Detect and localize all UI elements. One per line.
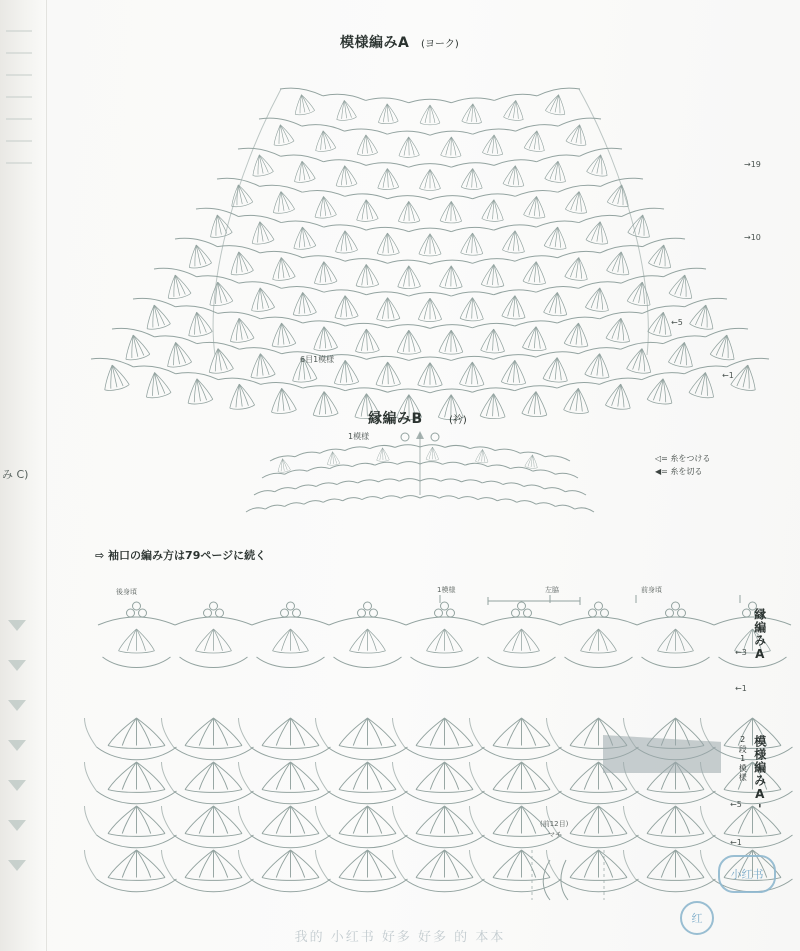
binding-gutter xyxy=(0,0,47,951)
legend-label-cut: 糸を切る xyxy=(670,467,703,476)
label-edging-a: 縁編みA xyxy=(752,608,767,662)
section-subtitle-yoke: (ヨーク) xyxy=(421,39,459,50)
section-title-yoke: 模様編みA xyxy=(340,35,410,51)
gutter-rule xyxy=(6,52,32,54)
continue-note: ⇨ 袖口の編み方は79ページに続く xyxy=(95,549,267,562)
attach-yarn-icon: ◁= xyxy=(655,454,668,463)
watermark-stamp-round: 红 xyxy=(680,901,714,935)
chevron-down-icon xyxy=(8,820,26,831)
chevron-down-icon xyxy=(8,660,26,671)
yoke-stitch-diagram xyxy=(95,55,765,385)
edging-b-repeat-label: 1模様 xyxy=(348,432,370,441)
yoke-row-label-10: →10 xyxy=(744,233,761,242)
legend-item-attach xyxy=(655,452,710,465)
chevron-down-icon xyxy=(8,860,26,871)
gutter-rule xyxy=(6,74,32,76)
chevron-down-icon xyxy=(8,740,26,751)
marker-back-body: 後身頃 xyxy=(116,588,137,596)
watermark-bottom-text: 我的 小红书 好多 好多 的 本本 xyxy=(294,930,506,945)
gutter-rule xyxy=(6,96,32,98)
gusset-label-line2: マチ xyxy=(548,831,562,839)
gutter-side-note: み C) xyxy=(2,468,29,481)
body-pattern-diagram xyxy=(80,700,740,910)
collar-stitch-diagram xyxy=(235,425,625,540)
gutter-rule xyxy=(6,162,32,164)
marker-front-body: 前身頃 xyxy=(641,586,662,594)
watermark-stamp: 小红书 xyxy=(718,855,776,893)
label-pattern-a-prime: 模様編みA' xyxy=(752,735,767,817)
pattern-row-1: ←1 xyxy=(730,838,742,847)
section-title-edging-b: 縁編みB xyxy=(368,411,423,427)
yoke-row-label-19: →19 xyxy=(744,160,761,169)
yoke-row-label-5: ←5 xyxy=(671,318,683,327)
body-edging-diagram xyxy=(80,595,740,695)
chevron-down-icon xyxy=(8,780,26,791)
label-pattern-repeat-note: 2段1模様 xyxy=(738,735,748,782)
gutter-rule xyxy=(6,140,32,142)
legend-label-attach: 糸をつける xyxy=(670,454,711,463)
edging-a-row-1: ←1 xyxy=(735,684,747,693)
legend-item-cut xyxy=(655,465,710,478)
yoke-repeat-label: 6目1模様 xyxy=(300,355,335,364)
edging-a-row-3: ←3 xyxy=(735,648,747,657)
legend xyxy=(655,452,710,478)
gusset-label-line1: (前12目) xyxy=(540,820,569,828)
marker-one-repeat: 1模様 xyxy=(437,586,456,594)
gutter-rule xyxy=(6,118,32,120)
marker-left-side: 左脇 xyxy=(545,586,559,594)
section-subtitle-edging-b: (衿) xyxy=(449,415,467,426)
chevron-down-icon xyxy=(8,620,26,631)
pattern-row-5: ←5 xyxy=(730,800,742,809)
gutter-rule xyxy=(6,30,32,32)
yoke-row-label-1: ←1 xyxy=(722,371,734,380)
chevron-down-icon xyxy=(8,700,26,711)
cut-yarn-icon: ◀= xyxy=(655,467,668,476)
